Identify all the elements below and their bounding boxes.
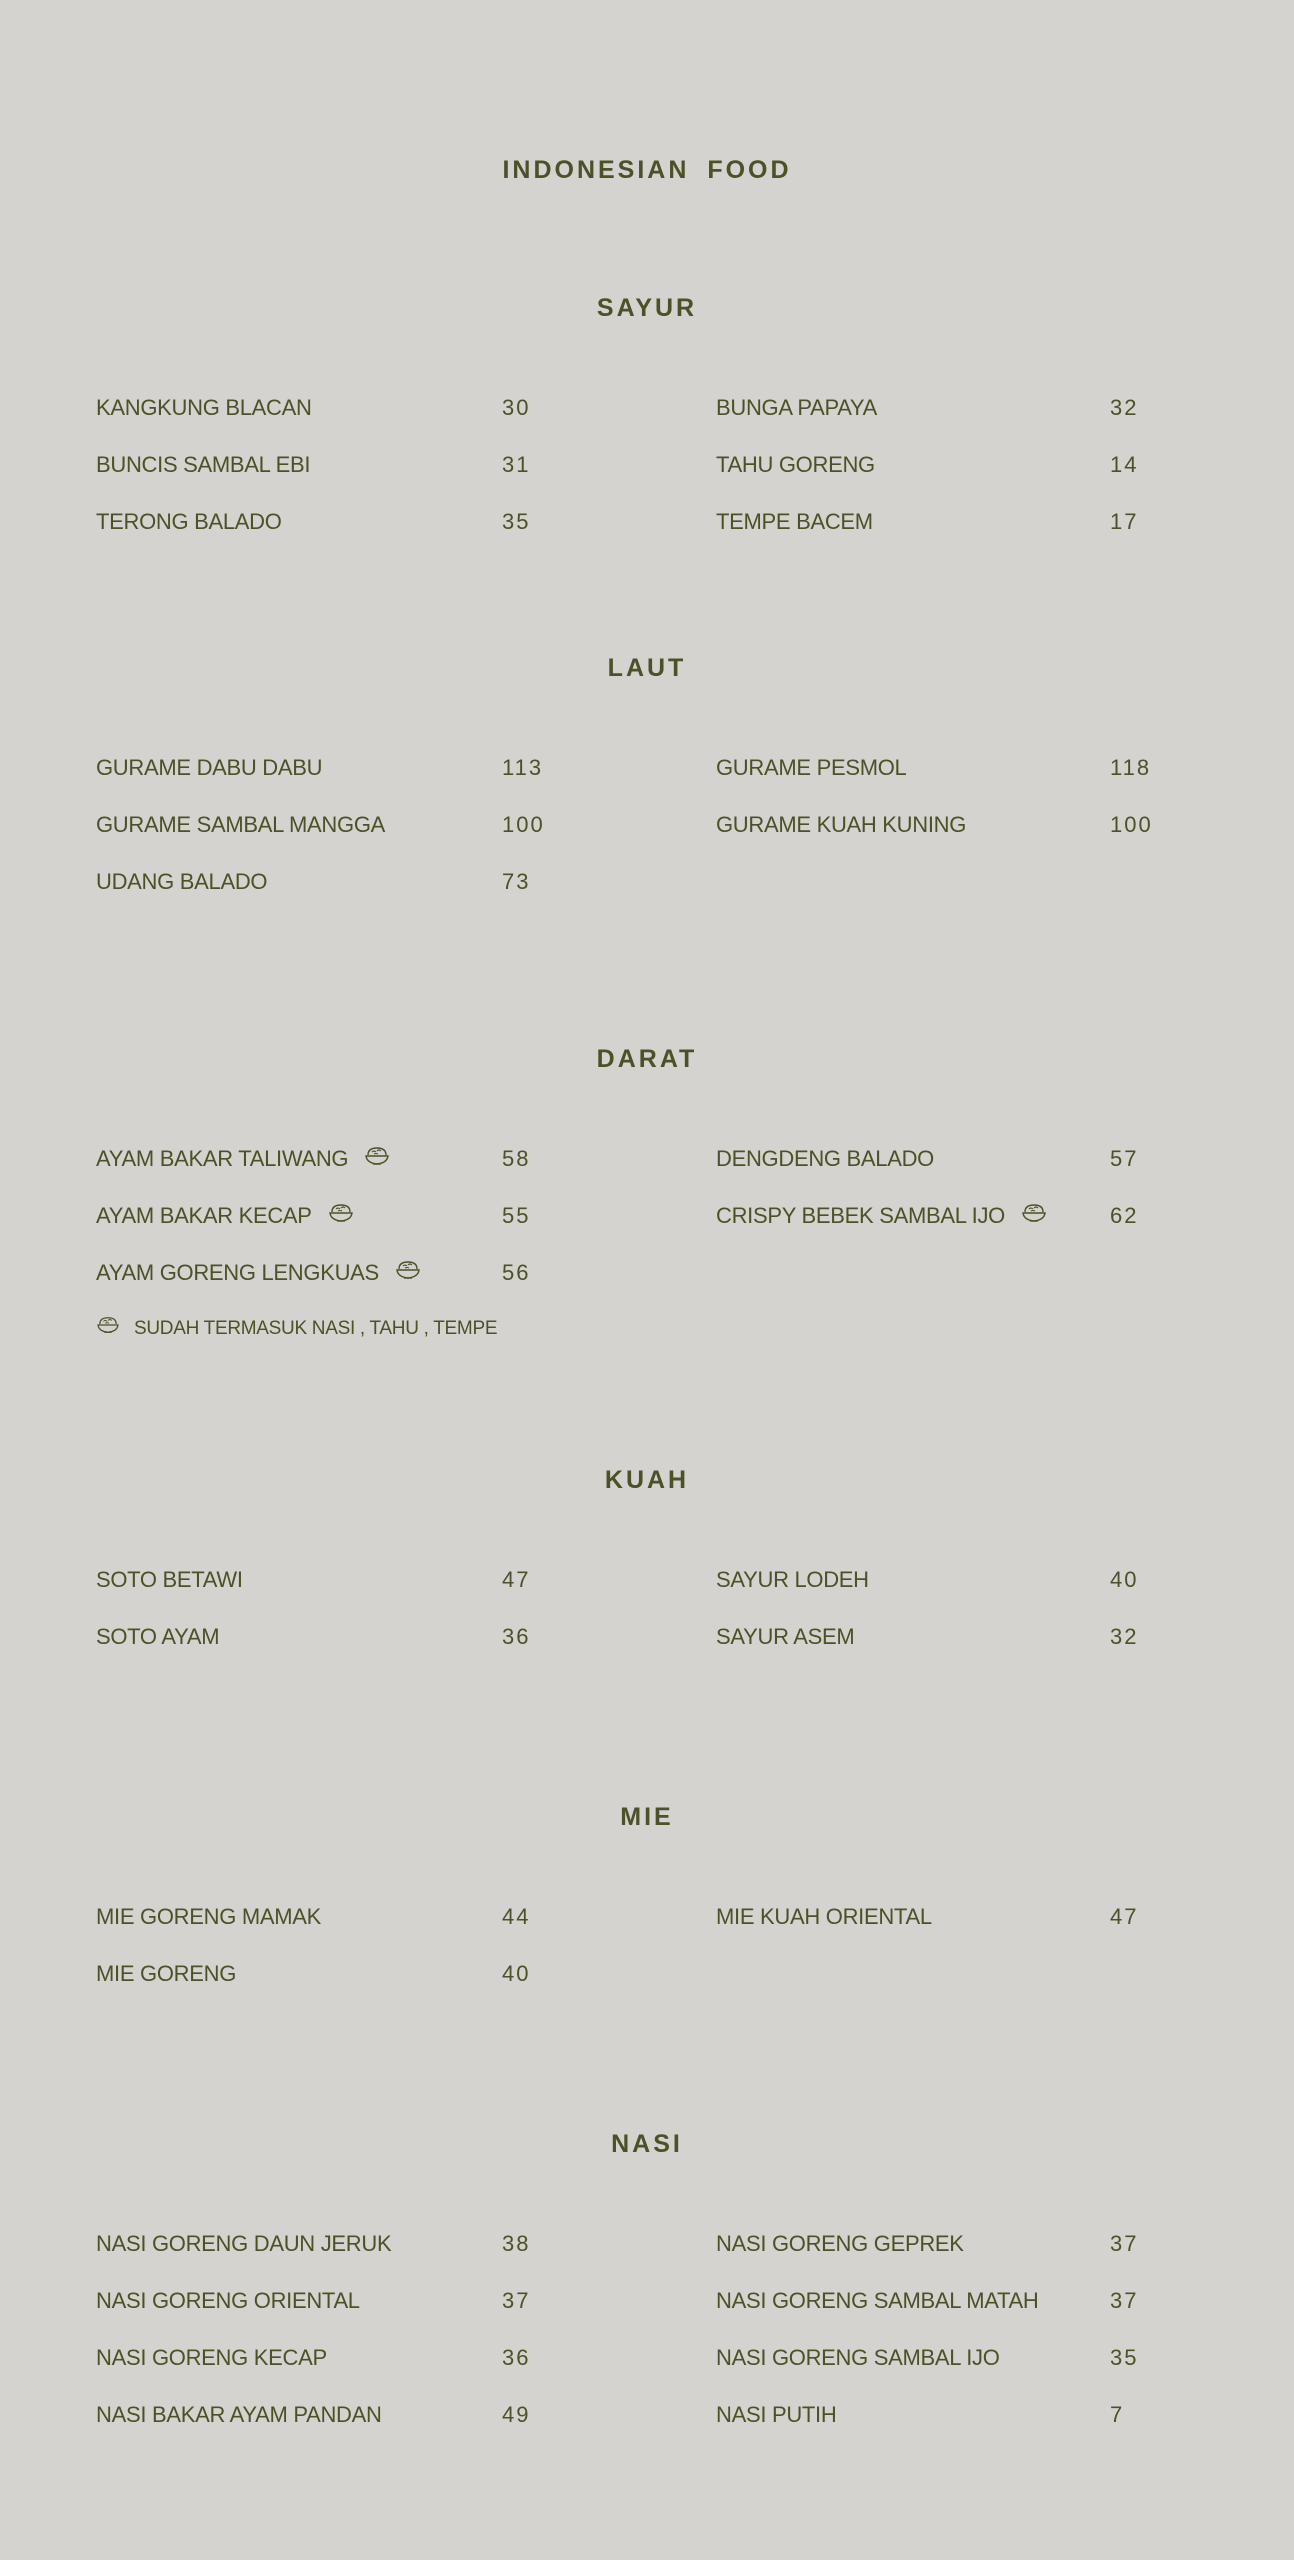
menu-item-price: 17 — [1110, 509, 1139, 534]
menu-item-name-wrap — [96, 753, 322, 783]
menu-item-name: UDANG BALADO — [96, 869, 268, 894]
menu-item-name-wrap — [96, 867, 267, 897]
menu-item-price: 35 — [502, 509, 531, 534]
menu-item-name-wrap — [716, 810, 966, 840]
menu-item-name-wrap — [716, 2400, 836, 2430]
rice-bowl-icon — [1021, 1202, 1047, 1224]
menu-item-name: DENGDENG BALADO — [716, 1146, 934, 1171]
menu-item — [96, 1201, 566, 1258]
section-title: LAUT — [607, 654, 687, 682]
menu-item-name-wrap — [716, 2343, 1000, 2373]
menu-item-price: 118 — [1110, 755, 1152, 780]
menu-item-name-wrap — [716, 1902, 932, 1932]
menu-item-name: MIE GORENG MAMAK — [96, 1904, 321, 1929]
left-column — [96, 1902, 566, 2016]
menu-item-name-wrap — [716, 753, 906, 783]
menu-item-name-wrap — [716, 507, 873, 537]
menu-item-price: 14 — [1110, 452, 1139, 477]
menu-item-name-wrap — [716, 1622, 854, 1652]
right-column — [716, 1565, 1174, 1679]
menu-item — [96, 753, 566, 810]
menu-item-price: 35 — [1110, 2345, 1139, 2370]
menu-title: INDONESIAN FOOD — [502, 156, 792, 184]
menu-item — [96, 2229, 566, 2286]
menu-item-price: 37 — [1110, 2288, 1139, 2313]
menu-item-name: NASI GORENG SAMBAL MATAH — [716, 2288, 1039, 2313]
menu-item-price: 44 — [502, 1904, 531, 1929]
menu-item-name-wrap — [716, 1565, 869, 1595]
menu-item-name-wrap — [96, 1258, 421, 1288]
rice-bowl-icon — [364, 1145, 390, 1167]
menu-item — [716, 2343, 1174, 2400]
section-mie — [0, 1802, 1294, 1986]
menu-item — [716, 2400, 1174, 2457]
menu-item — [96, 2286, 566, 2343]
menu-item-price: 31 — [502, 452, 531, 477]
right-column — [716, 393, 1174, 564]
menu-item-price: 113 — [502, 755, 544, 780]
right-column — [716, 2229, 1174, 2457]
menu-item-name-wrap — [96, 1201, 354, 1231]
menu-item — [716, 1565, 1174, 1622]
menu-item-name-wrap — [96, 2400, 382, 2430]
menu-item-name-wrap — [96, 450, 310, 480]
menu-item — [96, 450, 566, 507]
left-column — [96, 753, 566, 924]
menu-item-name-wrap — [716, 393, 877, 423]
menu-item-name-wrap — [96, 2286, 360, 2316]
right-column — [716, 753, 1174, 867]
menu-item-name: GURAME DABU DABU — [96, 755, 323, 780]
menu-item-price: 47 — [502, 1567, 531, 1592]
menu-item-name: AYAM GORENG LENGKUAS — [96, 1260, 379, 1285]
menu-item-price: 62 — [1110, 1203, 1139, 1228]
menu-item-name-wrap — [96, 1959, 236, 1989]
menu-item-price: 32 — [1110, 1624, 1139, 1649]
right-column — [716, 1902, 1174, 1959]
menu-item-name-wrap — [716, 2229, 964, 2259]
menu-item-name: GURAME SAMBAL MANGGA — [96, 812, 386, 837]
menu-item-price: 37 — [1110, 2231, 1139, 2256]
menu-item-price: 32 — [1110, 395, 1139, 420]
menu-item — [96, 810, 566, 867]
menu-item — [716, 2286, 1174, 2343]
menu-item-name-wrap — [96, 1622, 219, 1652]
menu-item-price: 100 — [1110, 812, 1153, 837]
menu-item-name-wrap — [96, 507, 282, 537]
menu-item-name: CRISPY BEBEK SAMBAL IJO — [716, 1203, 1005, 1228]
menu-item-price: 40 — [502, 1961, 531, 1986]
section-title: SAYUR — [596, 294, 698, 322]
menu-item — [716, 1144, 1174, 1201]
menu-item-name: AYAM BAKAR TALIWANG — [96, 1146, 349, 1171]
menu-item-name: SOTO BETAWI — [96, 1567, 243, 1592]
section-darat — [0, 1044, 1294, 1339]
menu-item — [96, 1622, 566, 1679]
menu-item-name: NASI GORENG ORIENTAL — [96, 2288, 360, 2313]
menu-item-price: 36 — [502, 1624, 531, 1649]
menu-item — [716, 810, 1174, 867]
menu-item-price: 73 — [502, 869, 531, 894]
menu-item-name: SOTO AYAM — [96, 1624, 220, 1649]
menu-item-name: SAYUR ASEM — [716, 1624, 855, 1649]
section-title: KUAH — [604, 1466, 690, 1494]
menu-item-name: NASI GORENG GEPREK — [716, 2231, 964, 2256]
menu-item-name-wrap — [716, 1201, 1047, 1231]
menu-item — [96, 1902, 566, 1959]
section-sayur — [0, 293, 1294, 534]
menu-item-name-wrap — [716, 2286, 1038, 2316]
section-title: DARAT — [596, 1045, 698, 1073]
section-title: NASI — [611, 2130, 683, 2158]
menu-item-name-wrap — [96, 1144, 390, 1174]
menu-item — [716, 2229, 1174, 2286]
menu-item-name-wrap — [96, 2343, 327, 2373]
section-laut — [0, 653, 1294, 894]
menu-item — [96, 393, 566, 450]
menu-item-name: NASI GORENG DAUN JERUK — [96, 2231, 392, 2256]
menu-item-price: 37 — [502, 2288, 531, 2313]
menu-item-name: MIE KUAH ORIENTAL — [716, 1904, 932, 1929]
section-kuah — [0, 1465, 1294, 1649]
menu-item — [96, 2400, 566, 2457]
menu-item-price: 30 — [502, 395, 531, 420]
menu-item — [716, 1201, 1174, 1258]
menu-item-price: 57 — [1110, 1146, 1139, 1171]
menu-item-name: GURAME KUAH KUNING — [716, 812, 967, 837]
menu-item-name: BUNGA PAPAYA — [716, 395, 878, 420]
menu-item — [96, 507, 566, 564]
menu-item-name-wrap — [96, 393, 312, 423]
left-column — [96, 1144, 566, 1345]
rice-included-note — [96, 1315, 566, 1345]
section-nasi — [0, 2129, 1294, 2427]
menu-item-price: 36 — [502, 2345, 531, 2370]
menu-item-name: BUNCIS SAMBAL EBI — [96, 452, 311, 477]
left-column — [96, 393, 566, 564]
menu-item-price: 56 — [502, 1260, 531, 1285]
menu-item-name: TAHU GORENG — [716, 452, 875, 477]
menu-item-name: NASI GORENG KECAP — [96, 2345, 327, 2370]
rice-bowl-icon — [395, 1259, 421, 1281]
menu-item-name: NASI BAKAR AYAM PANDAN — [96, 2402, 382, 2427]
menu-item — [716, 393, 1174, 450]
menu-item-price: 38 — [502, 2231, 531, 2256]
menu-item — [96, 1258, 566, 1315]
menu-item — [96, 1565, 566, 1622]
menu-item-name: KANGKUNG BLACAN — [96, 395, 312, 420]
menu-item-name-wrap — [96, 2229, 391, 2259]
section-title: MIE — [620, 1803, 674, 1831]
menu-item-name: GURAME PESMOL — [716, 755, 907, 780]
menu-item-name: NASI GORENG SAMBAL IJO — [716, 2345, 1000, 2370]
menu-item-name: NASI PUTIH — [716, 2402, 837, 2427]
menu-item — [716, 1902, 1174, 1959]
menu-item-price: 58 — [502, 1146, 531, 1171]
menu-item-name-wrap — [96, 1902, 321, 1932]
menu-item — [96, 867, 566, 924]
menu-item-name: TERONG BALADO — [96, 509, 282, 534]
note-text: SUDAH TERMASUK NASI , TAHU , TEMPE — [134, 1318, 498, 1339]
right-column — [716, 1144, 1174, 1258]
menu-item — [716, 507, 1174, 564]
menu-item-price: 100 — [502, 812, 545, 837]
menu-item-price: 55 — [502, 1203, 531, 1228]
menu-item-name-wrap — [716, 1144, 934, 1174]
menu-item-name-wrap — [716, 450, 875, 480]
menu-item — [96, 1144, 566, 1201]
menu-item-name-wrap — [96, 810, 385, 840]
rice-bowl-icon — [328, 1202, 354, 1224]
menu-item-name-wrap — [96, 1565, 243, 1595]
menu-item-name: AYAM BAKAR KECAP — [96, 1203, 312, 1228]
menu-item-price: 47 — [1110, 1904, 1139, 1929]
menu-item-name: TEMPE BACEM — [716, 509, 873, 534]
menu-item-name: SAYUR LODEH — [716, 1567, 869, 1592]
menu-item — [716, 450, 1174, 507]
menu-item — [96, 1959, 566, 2016]
menu-item-name: MIE GORENG — [96, 1961, 237, 1986]
menu-item-price: 40 — [1110, 1567, 1139, 1592]
menu-item-price: 7 — [1110, 2402, 1125, 2427]
left-column — [96, 1565, 566, 1679]
menu-item — [716, 1622, 1174, 1679]
menu-item — [96, 2343, 566, 2400]
menu-item — [716, 753, 1174, 810]
rice-bowl-icon — [96, 1315, 120, 1335]
left-column — [96, 2229, 566, 2457]
menu-item-price: 49 — [502, 2402, 531, 2427]
